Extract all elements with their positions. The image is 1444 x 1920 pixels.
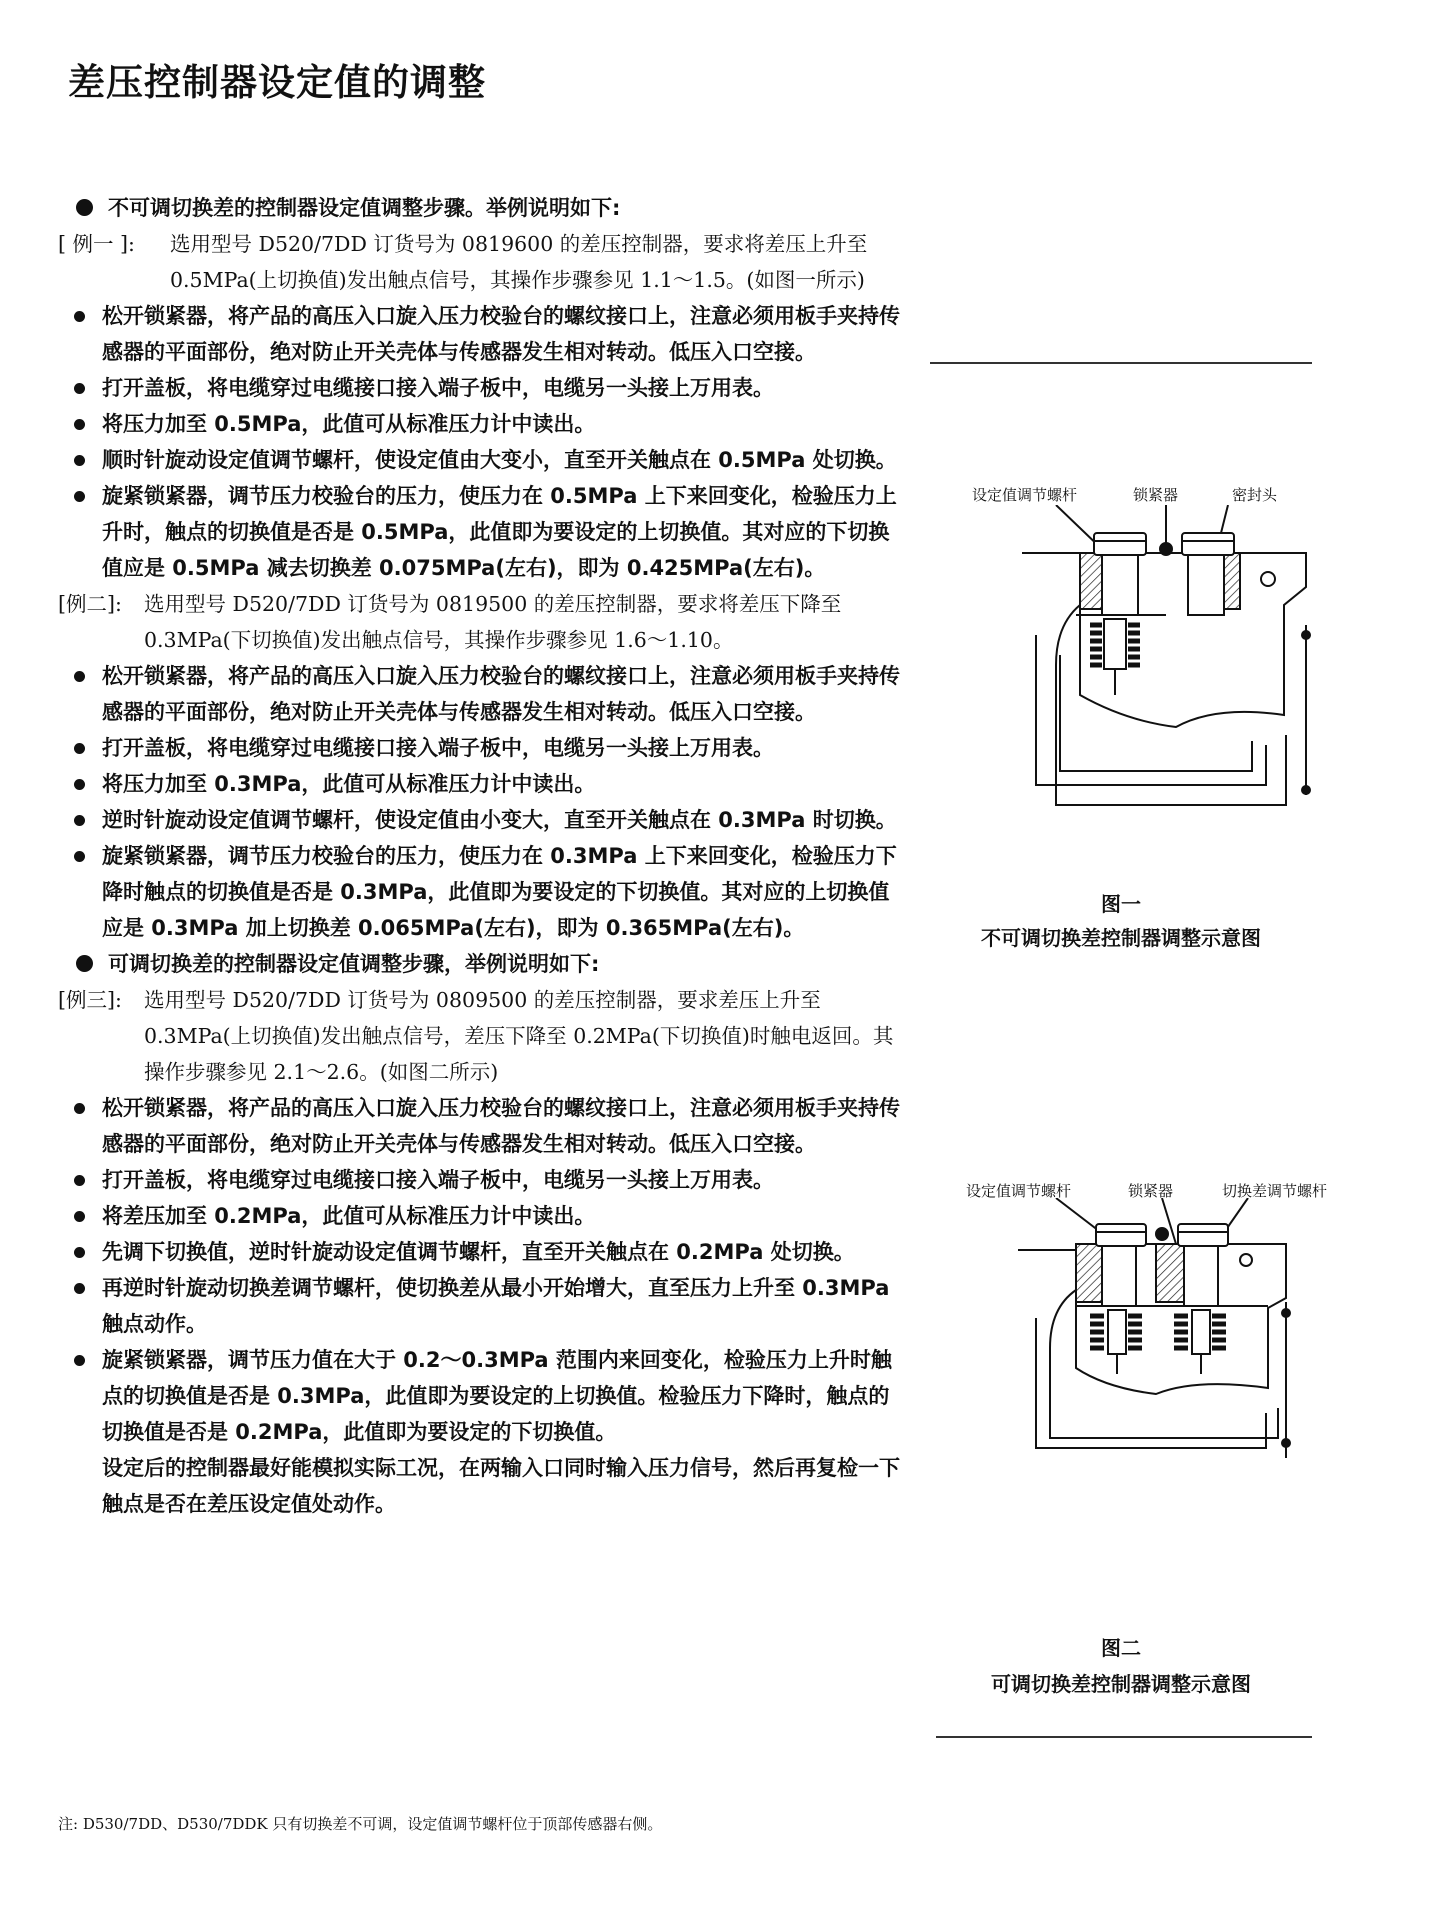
bullet-dot — [74, 419, 85, 430]
step — [58, 658, 910, 730]
figure1-svg — [1016, 505, 1316, 825]
step — [58, 730, 910, 766]
bullet-dot — [74, 455, 85, 466]
bullet-dot — [74, 1103, 85, 1114]
example-tag: [例二]: — [58, 592, 122, 616]
bullet-dot — [74, 491, 85, 502]
step-text: 再逆时针旋动切换差调节螺杆，使切换差从最小开始增大，直至压力上升至 0.3MPa 触点动作。 — [102, 1276, 890, 1336]
step-text: 顺时针旋动设定值调节螺杆，使设定值由大变小，直至开关触点在 0.5MPa 处切换。 — [102, 448, 897, 472]
bullet-dot — [74, 1211, 85, 1222]
step-text: 旋紧锁紧器，调节压力校验台的压力，使压力在 0.5MPa 上下来回变化，检验压力上升时，触点的切换值是否是 0.5MPa，此值即为要设定的上切换值。其对应的下切换值应是 0.5MPa 减去切换差 0.075MPa(左右)，即为 0.425MPa(左右)。 — [102, 484, 897, 580]
example-text: 选用型号 D520/7DD 订货号为 0819500 的差压控制器，要求将差压下降至 0.3MPa(下切换值)发出触点信号，其操作步骤参见 1.6～1.10。 — [144, 592, 842, 652]
step-text: 将压力加至 0.5MPa，此值可从标准压力计中读出。 — [102, 412, 596, 436]
section-heading-text: 不可调切换差的控制器设定值调整步骤。举例说明如下: — [108, 196, 621, 220]
bullet-dot — [74, 851, 85, 862]
figure2-diagram — [1016, 1198, 1316, 1478]
step — [58, 1234, 910, 1270]
step-text: 先调下切换值，逆时针旋动设定值调节螺杆，直至开关触点在 0.2MPa 处切换。 — [102, 1240, 855, 1264]
step — [58, 370, 910, 406]
bullet-dot — [74, 311, 85, 322]
step — [58, 766, 910, 802]
example-tag: [ 例一 ]: — [58, 232, 135, 256]
example-2 — [58, 586, 910, 658]
example-1 — [58, 226, 910, 298]
step-text: 松开锁紧器，将产品的高压入口旋入压力校验台的螺纹接口上，注意必须用板手夹持传感器的平面部份，绝对防止开关壳体与传感器发生相对转动。低压入口空接。 — [102, 1096, 900, 1156]
figure2-label-differential-screw: 切换差调节螺杆 — [1222, 1182, 1328, 1200]
step-text: 将差压加至 0.2MPa，此值可从标准压力计中读出。 — [102, 1204, 596, 1228]
step-text: 逆时针旋动设定值调节螺杆，使设定值由小变大，直至开关触点在 0.3MPa 时切换。 — [102, 808, 897, 832]
step-text: 松开锁紧器，将产品的高压入口旋入压力校验台的螺纹接口上，注意必须用板手夹持传感器的平面部份，绝对防止开关壳体与传感器发生相对转动。低压入口空接。 — [102, 664, 900, 724]
step — [58, 1090, 910, 1162]
bullet-dot — [74, 383, 85, 394]
example-text: 选用型号 D520/7DD 订货号为 0809500 的差压控制器，要求差压上升至 0.3MPa(上切换值)发出触点信号，差压下降至 0.2MPa(下切换值)时触电返回。其操作步骤参见 2.1～2.6。(如图二所示) — [144, 988, 894, 1084]
bullet-dot — [76, 199, 93, 216]
step — [58, 298, 910, 370]
step — [58, 478, 910, 586]
figure1-label-setpoint-screw: 设定值调节螺杆 — [972, 486, 1078, 504]
page-title: 差压控制器设定值的调整 — [68, 61, 486, 104]
figure2-caption: 可调切换差控制器调整示意图 — [991, 1672, 1251, 1696]
figure1-label-lock: 锁紧器 — [1133, 486, 1179, 504]
bullet-dot — [74, 1175, 85, 1186]
step-text: 旋紧锁紧器，调节压力值在大于 0.2～0.3MPa 范围内来回变化，检验压力上升时触点的切换值是否是 0.3MPa，此值即为要设定的上切换值。检验压力下降时，触点的切换值是否是 0.2MPa，此值即为要设定的下切换值。 — [102, 1348, 892, 1444]
figure2-label-lock: 锁紧器 — [1128, 1182, 1174, 1200]
bullet-dot — [76, 955, 93, 972]
figure1-label-seal-head: 密封头 — [1232, 486, 1278, 504]
figure2-label-setpoint-screw: 设定值调节螺杆 — [966, 1182, 1072, 1200]
figure1-caption: 不可调切换差控制器调整示意图 — [981, 926, 1261, 950]
bullet-dot — [74, 779, 85, 790]
bullet-dot — [74, 815, 85, 826]
step — [58, 442, 910, 478]
figure1-number: 图一 — [1101, 892, 1141, 916]
section-heading-text: 可调切换差的控制器设定值调整步骤，举例说明如下: — [108, 952, 600, 976]
bullet-dot — [74, 1247, 85, 1258]
divider-line — [930, 362, 1312, 364]
step-text: 打开盖板，将电缆穿过电缆接口接入端子板中，电缆另一头接上万用表。 — [102, 1168, 774, 1192]
closing-paragraph: 设定后的控制器最好能模拟实际工况，在两输入口同时输入压力信号，然后再复检一下触点是否在差压设定值处动作。 — [102, 1456, 900, 1516]
figure2-number: 图二 — [1101, 1636, 1141, 1660]
example-tag: [例三]: — [58, 988, 122, 1012]
example-text: 选用型号 D520/7DD 订货号为 0819600 的差压控制器，要求将差压上升至 0.5MPa(上切换值)发出触点信号，其操作步骤参见 1.1～1.5。(如图一所示) — [170, 232, 868, 292]
divider-line — [936, 1736, 1312, 1738]
instructions-column — [58, 190, 910, 1522]
bullet-dot — [74, 671, 85, 682]
step — [58, 802, 910, 838]
section-heading-1 — [58, 190, 910, 226]
step-text: 打开盖板，将电缆穿过电缆接口接入端子板中，电缆另一头接上万用表。 — [102, 736, 774, 760]
step-text: 打开盖板，将电缆穿过电缆接口接入端子板中，电缆另一头接上万用表。 — [102, 376, 774, 400]
step — [58, 1270, 910, 1342]
step — [58, 406, 910, 442]
bullet-dot — [74, 743, 85, 754]
step-text: 松开锁紧器，将产品的高压入口旋入压力校验台的螺纹接口上，注意必须用板手夹持传感器的平面部份，绝对防止开关壳体与传感器发生相对转动。低压入口空接。 — [102, 304, 900, 364]
figure1-diagram — [1016, 505, 1316, 825]
section-heading-2 — [58, 946, 910, 982]
step — [58, 838, 910, 946]
footnote: 注: D530/7DD、D530/7DDK 只有切换差不可调，设定值调节螺杆位于顶部传感器右侧。 — [58, 1815, 663, 1833]
example-3 — [58, 982, 910, 1090]
step-text: 将压力加至 0.3MPa，此值可从标准压力计中读出。 — [102, 772, 596, 796]
step — [58, 1162, 910, 1198]
figure2-svg — [1016, 1198, 1316, 1478]
step-text: 旋紧锁紧器，调节压力校验台的压力，使压力在 0.3MPa 上下来回变化，检验压力下降时触点的切换值是否是 0.3MPa，此值即为要设定的下切换值。其对应的上切换值应是 0.3MPa 加上切换差 0.065MPa(左右)，即为 0.365MPa(左右)。 — [102, 844, 897, 940]
bullet-dot — [74, 1283, 85, 1294]
step — [58, 1342, 910, 1450]
step — [58, 1198, 910, 1234]
bullet-dot — [74, 1355, 85, 1366]
